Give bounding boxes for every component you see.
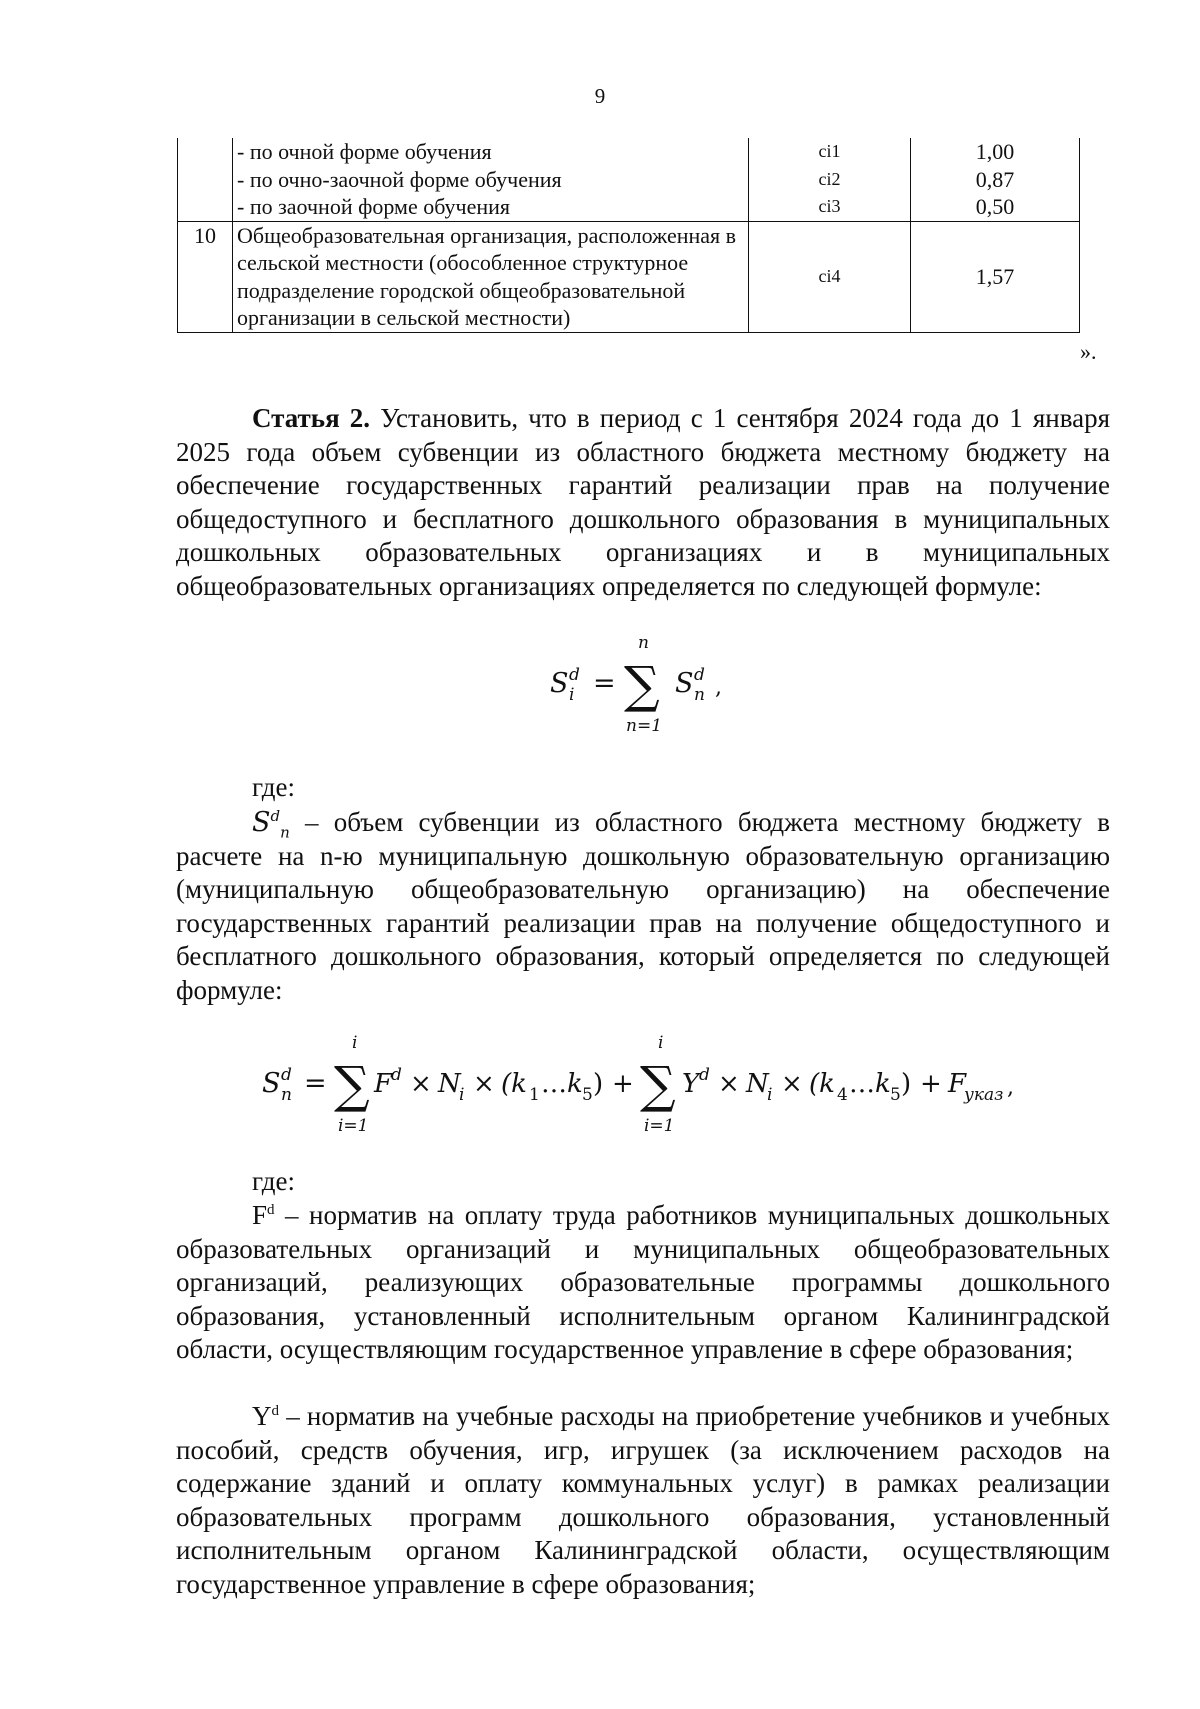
formula1-term-sub: n [694,685,705,705]
formula2-times-1: × [410,1069,432,1099]
value-distance: 0,50 [975,194,1015,219]
row-description: Общеобразовательная организация, расположенная в сельской местности (обособленное структурное подразделение городской общеобразовательной организации в сельской местности) [233,221,749,332]
symbol-ci3: ci3 [818,196,841,216]
formula2-k-open-2: (k [809,1069,835,1099]
definition-sn [176,806,1110,1007]
formula2-k5-sub-1: 5 [582,1085,593,1105]
formula1-equals: = [593,668,616,699]
formula2-dots-2: … [849,1069,875,1099]
row-symbols [749,138,911,221]
article-text: Установить, что в период с 1 сентября 2024 года до 1 января 2025 года объем субвенции из областного бюджета местному бюджету на обеспечение государственных гарантий реализации прав на получение общедоступного и бесплатного дошкольного образования в муниципальных дошкольных образовательных организациях и в муниципальных общеобразовательных организациях определяется по следующей формуле: [176,403,1111,601]
formula2-upper-1: i [352,1033,358,1053]
row-number: 10 [178,221,233,332]
formula2-k1-sub: 1 [529,1085,540,1105]
formula1-sigma: ∑ [624,656,660,714]
formula2-plus-2: + [920,1069,942,1099]
formula2-dots-1: … [541,1069,567,1099]
table-closing-quote: ». [1080,339,1097,364]
definition-yd [176,1400,1110,1601]
formula2-k5-sub-2: 5 [890,1085,901,1105]
formula2-sigma-2: ∑ [640,1056,676,1114]
fd-definition-text: – норматив на оплату труда работников муниципальных дошкольных образовательных организаций и муниципальных общеобразовательных организаций, реализующих образовательные программы дошкольного образования, установленный исполнительным органом Калининградской области, осуществляющим государственное управление в сфере образования; [176,1200,1111,1364]
page-number: 9 [594,84,606,108]
formula2-y: Y [682,1069,700,1099]
formula2-k-last-1: k [567,1069,583,1099]
formula2-f-ukaz-sub: указ [964,1085,1004,1105]
formula2-lower-1: i=1 [338,1116,369,1136]
formula2-k-open-1: (k [501,1069,527,1099]
where-label-2: где: [252,1166,295,1196]
formula2-lhs-sub: n [281,1085,292,1105]
value-part-time: 0,87 [975,166,1015,192]
formula1-comma: , [715,675,722,700]
formula2-lhs-sup: d [281,1065,292,1085]
value-fulltime: 1,00 [975,139,1015,164]
formula1-upper: n [638,633,649,653]
form-distance: - по заочной форме обучения [237,194,511,219]
coefficient-table [177,138,1080,333]
row-values [911,138,1080,221]
symbol-ci1: ci1 [818,141,841,161]
formula2-n-2: N [746,1069,769,1099]
table-row [178,138,1080,221]
fd-symbol: $F^d$ [252,1200,275,1230]
formula2-times-4: × [781,1069,803,1099]
formula1-term: S [675,668,694,699]
formula2-f: F [374,1069,393,1099]
formula1-lower: n=1 [626,716,663,736]
yd-definition-text: – норматив на учебные расходы на приобретение учебников и учебных пособий, средств обучения, игр, игрушек (за исключением расходов на содержание зданий и оплату коммунальных услуг) в рамках реализации образовательных программ дошкольного образования, установленный исполнительным органом Калининградской области, осуществляющим государственное управление в сфере образования; [176,1401,1110,1599]
formula2-k-close-2: ) [901,1069,912,1099]
formula2-times-2: × [473,1069,495,1099]
sn-definition-text: – объем субвенции из областного бюджета местному бюджету в расчете на n-ю муниципальную дошкольную образовательную организацию (муниципальную общеобразовательную организацию) на обеспечение государственных гарантий реализации прав на получение общедоступного и бесплатного дошкольного образования, который определяется по следующей формуле: [176,807,1111,1005]
symbol-ci4: ci4 [749,221,911,332]
row-description [233,138,749,221]
formula1-term-sup: d [694,665,705,685]
article-heading: Статья 2. [252,403,371,433]
formula2-y-sup: d [699,1065,710,1085]
formula2-comma: , [1007,1075,1014,1100]
formula2-n-1: N [438,1069,461,1099]
formula-per-organization [262,1030,1042,1150]
yd-symbol: $Y^d$ [252,1401,279,1431]
formula2-k-last-2: k [875,1069,891,1099]
value-rural: 1,57 [911,221,1080,332]
formula2-lhs: S [262,1068,281,1099]
where-label-1: где: [252,772,295,802]
form-fulltime: - по очной форме обучения [237,139,492,164]
formula2-times-3: × [718,1069,740,1099]
definition-fd [176,1199,1110,1367]
article-2-paragraph [176,402,1110,603]
form-part-time: - по очно-заочной форме обучения [237,166,562,192]
symbol-ci2: ci2 [818,168,841,189]
sn-symbol: $S^d_n$ [252,807,290,842]
formula-total-subvention [540,630,760,750]
formula2-upper-2: i [658,1033,664,1053]
row-number [178,138,233,221]
formula2-n-sub-1: i [459,1085,465,1105]
formula2-lower-2: i=1 [644,1116,675,1136]
formula1-lhs-sub: i [569,685,575,705]
formula2-k4-sub: 4 [837,1085,848,1105]
table-row [178,221,1080,332]
formula2-plus-1: + [612,1069,634,1099]
formula2-sigma-1: ∑ [334,1056,370,1114]
formula2-n-sub-2: i [767,1085,773,1105]
formula1-lhs-sup: d [569,665,580,685]
formula1-lhs: S [550,668,569,699]
formula2-equals: = [304,1068,327,1099]
formula2-f-sup: d [391,1065,402,1085]
formula2-f-ukaz: F [948,1069,967,1099]
formula2-k-close-1: ) [593,1069,604,1099]
